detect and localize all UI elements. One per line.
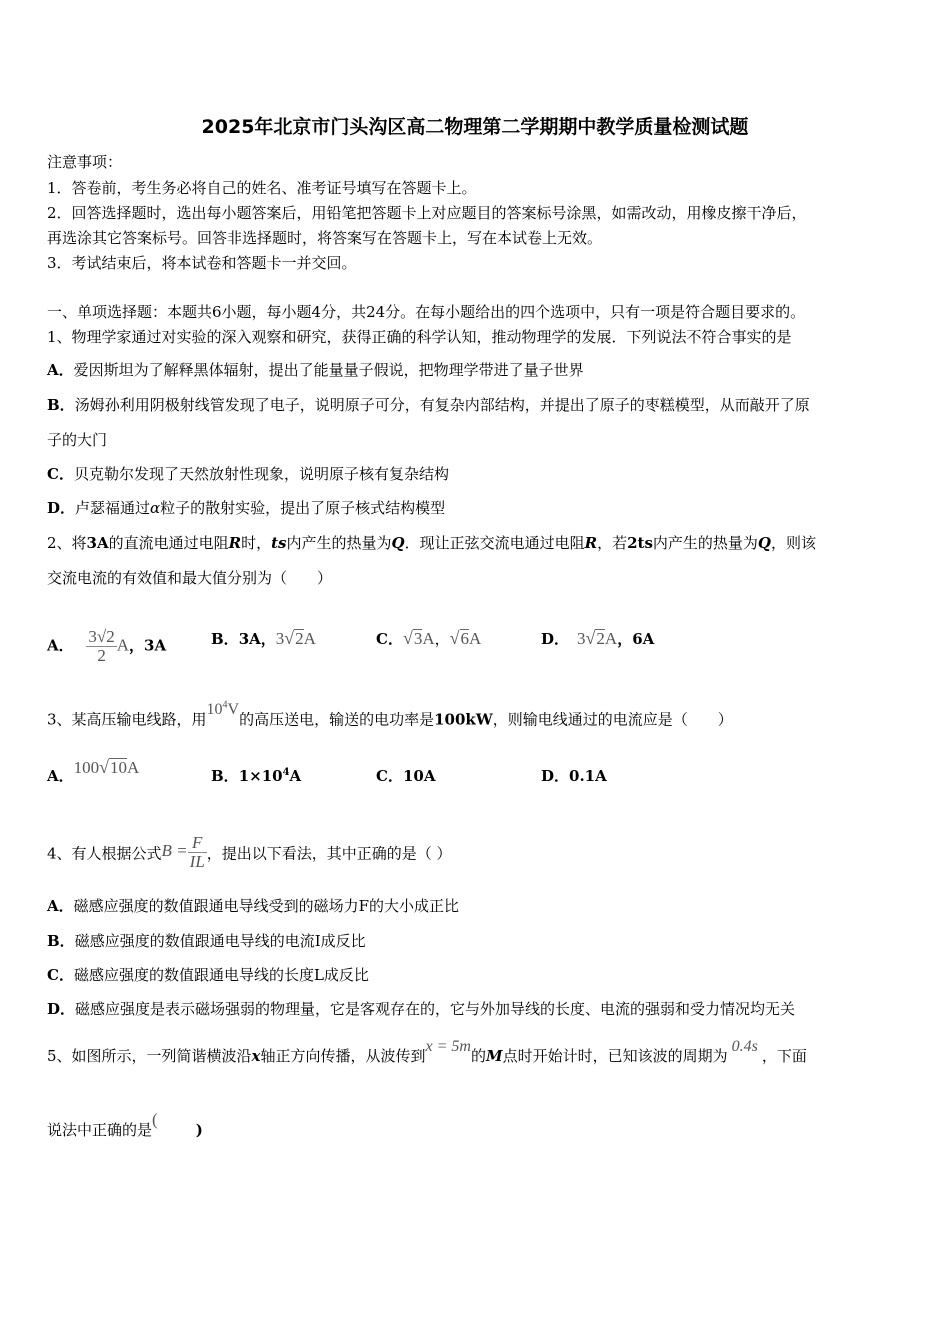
q2-resistance: R xyxy=(228,534,242,552)
q3-option-b xyxy=(211,765,301,786)
fraction-denominator: 2 xyxy=(97,646,106,665)
fraction-denominator: IL xyxy=(189,852,205,871)
option-label: B． xyxy=(211,630,239,648)
q4-option-a-text: 磁感应强度的数值跟通电导线受到的磁场力F的大小成正比 xyxy=(73,897,460,915)
q5-period: 0.4s xyxy=(731,1038,758,1055)
q3-text: 3、某高压输电线路，用 xyxy=(47,710,207,729)
radicand: 10 xyxy=(110,758,128,777)
q5-text: 轴正方向传播，从波传到 xyxy=(260,1047,426,1065)
q5-text: ，下面 xyxy=(761,1047,807,1065)
q2-a-fraction xyxy=(86,628,116,665)
unit: A xyxy=(469,629,482,648)
option-label: A． xyxy=(47,636,74,655)
q1-option-d-post: 粒子的散射实验，提出了原子核式结构模型 xyxy=(160,499,446,517)
option-label: C． xyxy=(376,767,403,785)
q2-text: 时， xyxy=(241,534,272,552)
option-label: C． xyxy=(47,966,74,984)
paren-close: ) xyxy=(195,1121,203,1139)
q1-option-c-text: 贝克勒尔发现了天然放射性现象，说明原子核有复杂结构 xyxy=(73,465,449,483)
q5-stem-cont xyxy=(47,1110,203,1140)
q2-d-tail: ，6A xyxy=(617,630,655,648)
q2-b-sqrt: 3√2A xyxy=(275,628,316,648)
q2-stem xyxy=(47,533,816,553)
option-label: D． xyxy=(541,767,570,785)
unit: A xyxy=(289,767,302,785)
q3-d-value: 0.1A xyxy=(569,767,607,785)
option-label: A． xyxy=(47,897,74,915)
q2-resistance: R xyxy=(584,534,598,552)
q3-b-exponent: 4 xyxy=(282,767,290,778)
option-label: A． xyxy=(47,767,74,785)
q3-option-d xyxy=(541,765,607,786)
voltage-base: 10 xyxy=(206,701,223,719)
q4-option-d xyxy=(47,999,795,1019)
option-label: D． xyxy=(541,630,570,648)
q1-stem: 1、物理学家通过对实验的深入观察和研究，获得正确的科学认知，推动物理学的发展．下列说法不符合事实的是 xyxy=(47,328,792,346)
q2-option-b xyxy=(211,628,316,649)
q2-text: ．现让正弦交流电通过电阻 xyxy=(404,534,585,552)
unit: A xyxy=(422,629,435,648)
unit: A xyxy=(303,629,316,648)
q3-stem xyxy=(47,700,733,730)
section-heading: 一、单项选择题：本题共6小题，每小题4分，共24分。在每小题给出的四个选项中，只有一项是符合题目要求的。 xyxy=(47,303,806,321)
q1-option-a-text: 爱因斯坦为了解释黑体辐射，提出了能量量子假说，把物理学带进了量子世界 xyxy=(73,361,584,379)
q3-b-value: 1×10 xyxy=(238,767,283,785)
formula-fraction xyxy=(188,834,207,871)
option-label: B． xyxy=(47,932,75,950)
q4-option-b-text: 磁感应强度的数值跟通电导线的电流I成反比 xyxy=(74,932,366,950)
q1-option-b xyxy=(47,395,810,415)
coefficient: 3 xyxy=(275,629,285,648)
notice-item-2-cont: 再选涂其它答案标号。回答非选择题时，将答案写在答题卡上，写在本试卷上无效。 xyxy=(47,229,603,247)
q5-text: 点时开始计时，已知该波的周期为 xyxy=(502,1047,728,1065)
q4-formula xyxy=(161,833,207,871)
paren-open: ( xyxy=(152,1110,158,1129)
notice-item-2: 2．回答选择题时，选出每小题答案后，用铅笔把答题卡上对应题目的答案标号涂黑，如需改动，用橡皮擦干净后， xyxy=(47,204,807,222)
q1-option-b-text: 汤姆孙利用阴极射线管发现了电子，说明原子可分，有复杂内部结构，并提出了原子的枣糕模型，从而敲开了原 xyxy=(74,396,810,414)
radicand: 2 xyxy=(295,629,304,648)
q3-power: 100kW xyxy=(434,710,493,729)
notice-item-3: 3．考试结束后，将本试卷和答题卡一并交回。 xyxy=(47,254,357,272)
q4-option-a xyxy=(47,896,459,916)
q4-text: ，提出以下看法，其中正确的是（ ） xyxy=(206,844,452,863)
fraction-numerator: 3√2 xyxy=(88,627,115,646)
q5-text: 说法中正确的是 xyxy=(47,1121,153,1139)
q2-text: 内产生的热量为 xyxy=(286,534,392,552)
q2-option-d xyxy=(541,628,654,649)
q4-option-c-text: 磁感应强度的数值跟通电导线的长度L成反比 xyxy=(73,966,369,984)
q2-b-head: 3A， xyxy=(238,630,276,648)
q2-current: 3A xyxy=(86,534,109,552)
q5-text: 5、如图所示，一列简谐横波沿 xyxy=(47,1047,252,1065)
alpha-symbol: α xyxy=(150,499,161,517)
q2-d-sqrt: 3√2A xyxy=(577,628,618,648)
unit: A xyxy=(604,629,618,648)
q1-option-a xyxy=(47,360,584,380)
radicand: 2 xyxy=(596,629,605,648)
q1-option-d xyxy=(47,498,445,518)
q2-option-c xyxy=(376,628,481,649)
q2-text: ，若 xyxy=(597,534,628,552)
q2-text: ，则该 xyxy=(771,534,817,552)
option-label: A． xyxy=(47,361,74,379)
q3-text: 的高压送电，输送的电功率是 xyxy=(239,710,435,729)
page-title: 2025年北京市门头沟区高二物理第二学期期中教学质量检测试题 xyxy=(201,116,749,138)
q2-heat: Q xyxy=(757,534,771,552)
q2-text: 内产生的热量为 xyxy=(652,534,758,552)
radicand: 6 xyxy=(460,629,470,648)
unit: A xyxy=(127,758,140,777)
q1-option-b-cont: 子的大门 xyxy=(47,431,108,449)
notice-heading: 注意事项： xyxy=(47,153,123,171)
q4-option-b xyxy=(47,931,366,951)
q3-text: ，则输电线通过的电流应是（ ） xyxy=(492,710,733,729)
q2-option-a xyxy=(47,628,166,665)
q4-text: 4、有人根据公式 xyxy=(47,844,162,863)
q3-a-sqrt: 100√10A xyxy=(73,757,140,777)
q5-axis: x xyxy=(251,1047,261,1065)
option-label: B． xyxy=(47,396,75,414)
coefficient: 100 xyxy=(73,758,100,777)
q2-text: 的直流电通过电阻 xyxy=(108,534,229,552)
separator: ， xyxy=(434,630,450,648)
option-label: B． xyxy=(211,767,239,785)
q5-stem xyxy=(47,1038,807,1067)
q4-stem xyxy=(47,833,452,873)
q3-option-a xyxy=(47,757,140,786)
q1-option-d-pre: 卢瑟福通过 xyxy=(75,499,151,517)
coefficient: 3 xyxy=(577,629,586,648)
notice-item-1: 1．答卷前，考生务必将自己的姓名、准考证号填写在答题卡上。 xyxy=(47,179,477,197)
radicand: 3 xyxy=(413,629,423,648)
q2-stem-cont: 交流电流的有效值和最大值分别为（ ） xyxy=(47,569,333,587)
option-label: D． xyxy=(47,1000,76,1018)
q5-text: 的 xyxy=(470,1047,486,1065)
q2-time: ts xyxy=(271,534,287,552)
q2-c-sqrt-1: √3A xyxy=(402,628,435,648)
q5-position: x = 5m xyxy=(425,1038,471,1055)
formula-lhs: B = xyxy=(161,841,188,861)
option-label: D． xyxy=(47,499,76,517)
unit: V xyxy=(227,701,240,719)
q1-option-c xyxy=(47,464,449,484)
q4-option-c xyxy=(47,965,369,985)
q5-point: M xyxy=(485,1047,503,1065)
unit: A xyxy=(116,635,130,655)
q2-heat: Q xyxy=(391,534,405,552)
q2-time: 2ts xyxy=(627,534,653,552)
q4-option-d-text: 磁感应强度是表示磁场强弱的物理量，它是客观存在的，它与外加导线的长度、电流的强弱和受力情况均无关 xyxy=(75,1000,796,1018)
q2-c-sqrt-2: √6A xyxy=(449,628,482,648)
fraction-numerator: F xyxy=(188,834,207,853)
q2-text: 2、将 xyxy=(47,534,87,552)
voltage-exponent: 4 xyxy=(222,700,228,711)
q3-c-value: 10A xyxy=(402,767,436,785)
option-label: C． xyxy=(376,630,403,648)
q3-option-c xyxy=(376,765,435,786)
option-label: C． xyxy=(47,465,74,483)
q2-a-tail: ，3A xyxy=(129,636,167,655)
q3-voltage xyxy=(207,701,240,718)
